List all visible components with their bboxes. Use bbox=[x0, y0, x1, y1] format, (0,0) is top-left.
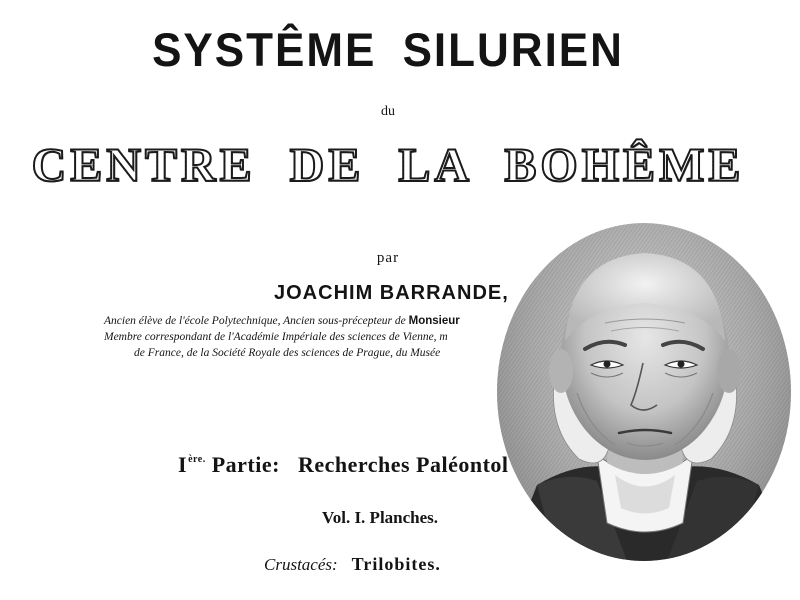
author-portrait bbox=[497, 223, 791, 561]
crustaces-value: Trilobites. bbox=[351, 554, 441, 574]
part-heading bbox=[178, 452, 509, 478]
credentials-line-2: Membre correspondant de l'Académie Impériale des sciences de Vienne, m bbox=[104, 331, 448, 343]
book-title: SYSTÊME SILURIEN bbox=[152, 24, 624, 77]
volume-line: Vol. I. Planches. bbox=[322, 508, 439, 527]
crustaces-label: Crustacés: bbox=[264, 555, 338, 574]
by-label: par bbox=[376, 250, 400, 266]
credentials-line-1-text: Ancien élève de l'école Polytechnique, Ancien sous-précepteur de bbox=[104, 315, 409, 327]
crustaces-line bbox=[264, 554, 441, 575]
credentials-line-3: de France, de la Société Royale des sciences de Prague, du Musée bbox=[134, 347, 441, 359]
part-ordinal: I bbox=[178, 452, 188, 477]
portrait-engraving bbox=[497, 223, 791, 561]
title-connector-du: du bbox=[381, 104, 395, 119]
part-ordinal-suffix: ère. bbox=[188, 454, 206, 465]
book-subtitle: CENTRE DE LA BOHÊME bbox=[0, 138, 776, 193]
part-title: Recherches Paléontol bbox=[297, 452, 509, 477]
author-name: JOACHIM BARRANDE, bbox=[274, 282, 509, 304]
part-label: Partie: bbox=[211, 452, 280, 477]
credentials-line-1 bbox=[104, 315, 460, 327]
credentials-line-1-bold: Monsieur bbox=[408, 315, 460, 327]
